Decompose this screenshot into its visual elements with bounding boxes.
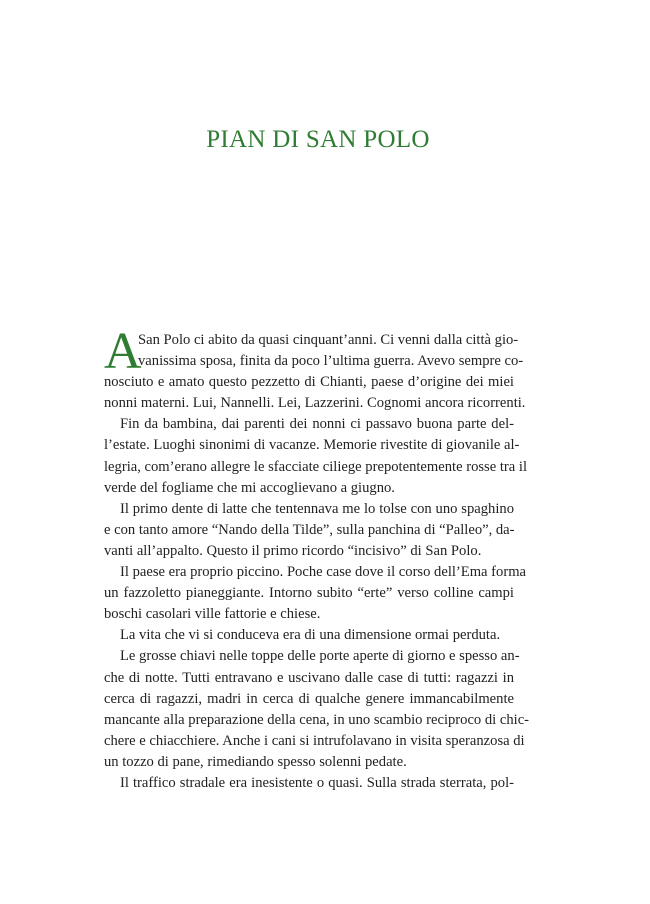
text-line: Il paese era proprio piccino. Poche case dove il corso dell’Ema forma (120, 564, 527, 581)
text-line: cerca di ragazzi, madri in cerca di qualche genere immancabilmente (104, 690, 514, 707)
drop-cap: A (104, 323, 142, 380)
paragraph (104, 773, 514, 794)
text-line: un fazzoletto pianeggiante. Intorno subito “erte” verso colline campi (104, 585, 514, 602)
text-line: Il traffico stradale era inesistente o quasi. Sulla strada sterrata, pol- (120, 774, 514, 791)
text-line: l’estate. Luoghi sinonimi di vacanze. Memorie rivestite di giovanile al- (104, 437, 520, 454)
text-line: Le grosse chiavi nelle toppe delle porte aperte di giorno e spesso an- (120, 648, 520, 665)
text-line: San Polo ci abito da quasi cinquant’anni. Ci venni dalla città gio- (138, 332, 519, 348)
text-line: nonni materni. Lui, Nannelli. Lei, Lazzerini. Cognomi ancora ricorrenti. (104, 395, 526, 412)
text-line: chere e chiacchiere. Anche i cani si intrufolavano in visita speranzosa di (104, 732, 525, 749)
paragraph (104, 414, 527, 498)
paragraph (104, 330, 526, 414)
paragraph (104, 499, 514, 562)
text-line: mancante alla preparazione della cena, in uno scambio reciproco di chic- (104, 711, 530, 728)
text-line: vanissima sposa, finita da poco l’ultima guerra. Avevo sempre co- (138, 353, 524, 370)
paragraph (104, 625, 514, 646)
text-line: boschi casolari ville fattorie e chiese. (104, 606, 321, 623)
text-line: un tozzo di pane, rimediando spesso solenni pedate. (104, 753, 407, 770)
text-line: vanti all’appalto. Questo il primo ricordo “incisivo” di San Polo. (104, 542, 482, 559)
text-line: legria, com’erano allegre le sfacciate ciliege prepotentemente rosse tra il (104, 458, 527, 475)
text-line: Fin da bambina, dai parenti dei nonni ci passavo buona parte del- (120, 416, 514, 433)
paragraph (104, 562, 527, 625)
chapter-body (104, 323, 530, 794)
text-line: che di notte. Tutti entravano e uscivano dalle case di tutti: ragazzi in (104, 669, 514, 686)
paragraph (104, 646, 530, 773)
text-line: Il primo dente di latte che tentennava me lo tolse con uno spaghino (120, 500, 514, 517)
text-line: nosciuto e amato questo pezzetto di Chianti, paese d’origine dei miei (104, 374, 514, 391)
text-line: e con tanto amore “Nando della Tilde”, sulla panchina di “Palleo”, da- (104, 521, 515, 538)
text-line: verde del fogliame che mi accoglievano a giugno. (104, 479, 395, 496)
text-line: La vita che vi si conduceva era di una dimensione ormai perduta. (120, 627, 501, 644)
chapter-title: PIAN DI SAN POLO (206, 126, 430, 153)
